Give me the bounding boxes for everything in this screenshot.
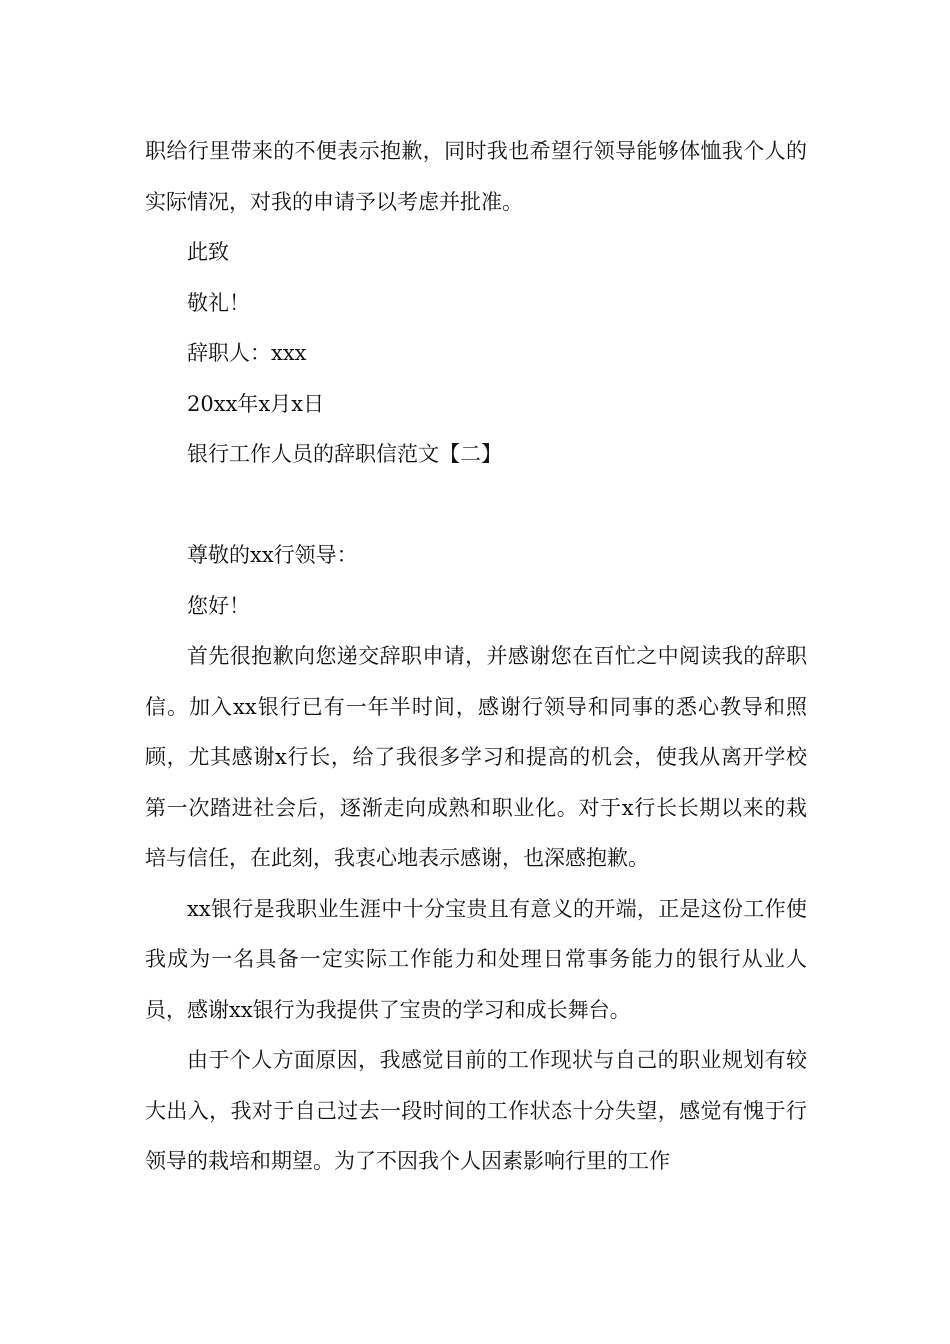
greeting-addressee: 尊敬的xx行领导： [187, 543, 358, 567]
greeting-hello: 您好！ [187, 593, 250, 618]
body-paragraph-2: xx银行是我职业生涯中十分宝贵且有意义的开端，正是这份工作使我成为一名具备一定实际工作能力和处理日常事务能力的银行从业人员，感谢xx银行为我提供了宝贵的学习和成长舞台。 [145, 896, 807, 1022]
body-paragraph-1: 首先很抱歉向您递交辞职申请，并感谢您在百忙之中阅读我的辞职信。加入xx银行已有一年半时间，感谢行领导和同事的悉心教导和照顾，尤其感谢x行长，给了我很多学习和提高的机会，使我从离开学校第一次踏进社会后，逐渐走向成熟和职业化。对于x行长长期以来的栽培与信任，在此刻，我衷心地表示感谢，也深感抱歉。 [145, 644, 807, 870]
closing-regards: 敬礼！ [187, 290, 250, 315]
paragraph-continuation: 职给行里带来的不便表示抱歉，同时我也希望行领导能够体恤我个人的实际情况，对我的申请予以考虑并批准。 [145, 139, 807, 214]
signature-line: 辞职人：xxx [187, 341, 307, 365]
body-paragraph-3: 由于个人方面原因，我感觉目前的工作现状与自己的职业规划有较大出入，我对于自己过去一段时间的工作状态十分失望，感觉有愧于行领导的栽培和期望。为了不因我个人因素影响行里的工作 [145, 1048, 807, 1173]
document-body [145, 126, 807, 1187]
blank-line [145, 480, 807, 531]
closing-salutation: 此致 [187, 240, 229, 264]
section-heading: 银行工作人员的辞职信范文【二】 [187, 442, 502, 466]
date-line: 20xx年x月x日 [187, 391, 325, 416]
